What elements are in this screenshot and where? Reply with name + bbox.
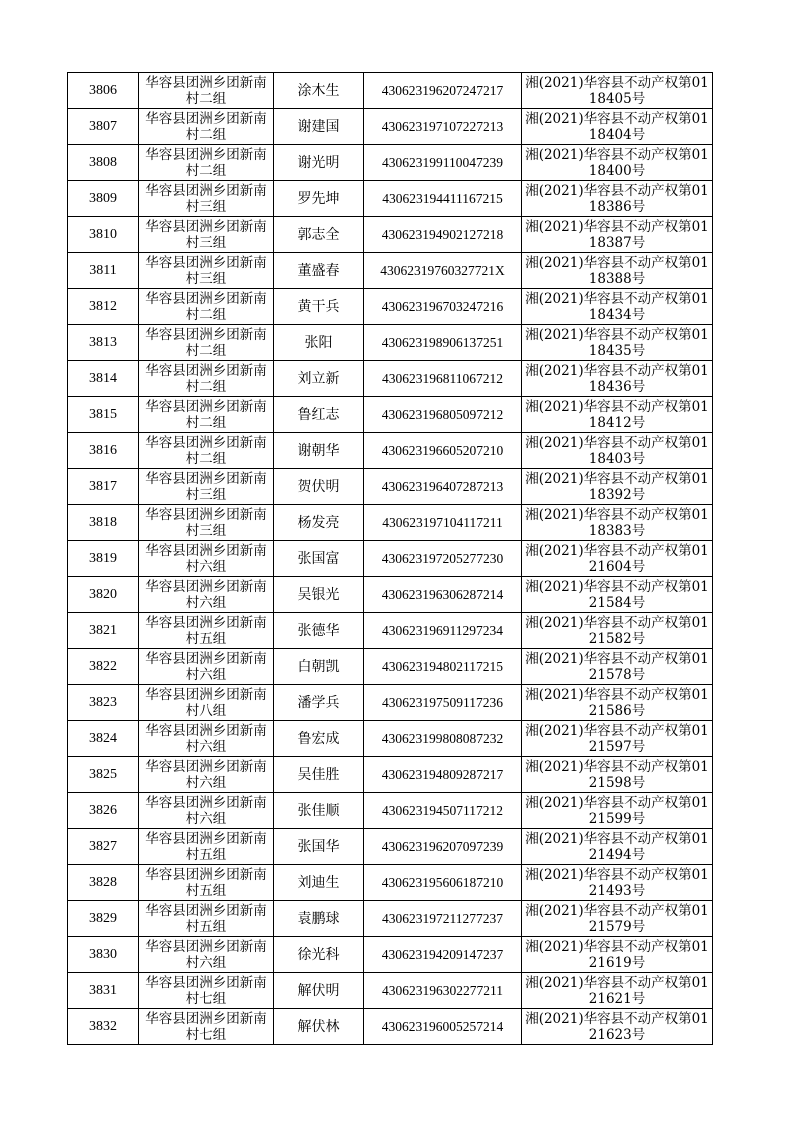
owner-name-cell: 张国华 xyxy=(274,829,364,865)
table-row xyxy=(68,361,713,397)
row-number-cell: 3813 xyxy=(68,325,139,361)
row-number-cell: 3810 xyxy=(68,217,139,253)
table-row xyxy=(68,109,713,145)
owner-name-cell: 董盛春 xyxy=(274,253,364,289)
id-number-cell: 430623197107227213 xyxy=(364,109,522,145)
certificate-number-cell: 湘(2021)华容县不动产权第0121598号 xyxy=(522,757,713,793)
row-number-cell: 3827 xyxy=(68,829,139,865)
owner-name-cell: 黄干兵 xyxy=(274,289,364,325)
table-row xyxy=(68,685,713,721)
table-row xyxy=(68,973,713,1009)
row-number-cell: 3822 xyxy=(68,649,139,685)
address-cell: 华容县团洲乡团新南村三组 xyxy=(139,505,274,541)
id-number-cell: 430623195606187210 xyxy=(364,865,522,901)
table-row xyxy=(68,937,713,973)
owner-name-cell: 罗先坤 xyxy=(274,181,364,217)
table-row xyxy=(68,181,713,217)
id-number-cell: 430623196005257214 xyxy=(364,1009,522,1045)
id-number-cell: 430623194802117215 xyxy=(364,649,522,685)
certificate-number-cell: 湘(2021)华容县不动产权第0118392号 xyxy=(522,469,713,505)
id-number-cell: 430623196605207210 xyxy=(364,433,522,469)
address-cell: 华容县团洲乡团新南村二组 xyxy=(139,73,274,109)
table-row xyxy=(68,865,713,901)
registry-table xyxy=(67,72,713,1045)
owner-name-cell: 张阳 xyxy=(274,325,364,361)
registry-table-body xyxy=(68,73,713,1045)
owner-name-cell: 吴银光 xyxy=(274,577,364,613)
owner-name-cell: 涂木生 xyxy=(274,73,364,109)
row-number-cell: 3811 xyxy=(68,253,139,289)
certificate-number-cell: 湘(2021)华容县不动产权第0118435号 xyxy=(522,325,713,361)
id-number-cell: 430623196805097212 xyxy=(364,397,522,433)
address-cell: 华容县团洲乡团新南村七组 xyxy=(139,1009,274,1045)
certificate-number-cell: 湘(2021)华容县不动产权第0121619号 xyxy=(522,937,713,973)
certificate-number-cell: 湘(2021)华容县不动产权第0121494号 xyxy=(522,829,713,865)
certificate-number-cell: 湘(2021)华容县不动产权第0118388号 xyxy=(522,253,713,289)
table-row xyxy=(68,73,713,109)
certificate-number-cell: 湘(2021)华容县不动产权第0121493号 xyxy=(522,865,713,901)
row-number-cell: 3812 xyxy=(68,289,139,325)
owner-name-cell: 张佳顺 xyxy=(274,793,364,829)
owner-name-cell: 谢光明 xyxy=(274,145,364,181)
row-number-cell: 3806 xyxy=(68,73,139,109)
owner-name-cell: 贺伏明 xyxy=(274,469,364,505)
id-number-cell: 430623197211277237 xyxy=(364,901,522,937)
address-cell: 华容县团洲乡团新南村二组 xyxy=(139,361,274,397)
id-number-cell: 430623197509117236 xyxy=(364,685,522,721)
table-row xyxy=(68,505,713,541)
table-row xyxy=(68,793,713,829)
table-row xyxy=(68,577,713,613)
id-number-cell: 430623199110047239 xyxy=(364,145,522,181)
certificate-number-cell: 湘(2021)华容县不动产权第0121599号 xyxy=(522,793,713,829)
certificate-number-cell: 湘(2021)华容县不动产权第0118405号 xyxy=(522,73,713,109)
id-number-cell: 430623194809287217 xyxy=(364,757,522,793)
table-row xyxy=(68,721,713,757)
certificate-number-cell: 湘(2021)华容县不动产权第0121604号 xyxy=(522,541,713,577)
id-number-cell: 430623197205277230 xyxy=(364,541,522,577)
address-cell: 华容县团洲乡团新南村六组 xyxy=(139,937,274,973)
address-cell: 华容县团洲乡团新南村七组 xyxy=(139,973,274,1009)
row-number-cell: 3831 xyxy=(68,973,139,1009)
address-cell: 华容县团洲乡团新南村二组 xyxy=(139,109,274,145)
id-number-cell: 430623194209147237 xyxy=(364,937,522,973)
table-row xyxy=(68,325,713,361)
row-number-cell: 3815 xyxy=(68,397,139,433)
owner-name-cell: 谢朝华 xyxy=(274,433,364,469)
row-number-cell: 3821 xyxy=(68,613,139,649)
id-number-cell: 430623199808087232 xyxy=(364,721,522,757)
row-number-cell: 3824 xyxy=(68,721,139,757)
owner-name-cell: 张德华 xyxy=(274,613,364,649)
certificate-number-cell: 湘(2021)华容县不动产权第0121597号 xyxy=(522,721,713,757)
id-number-cell: 430623194902127218 xyxy=(364,217,522,253)
owner-name-cell: 白朝凯 xyxy=(274,649,364,685)
certificate-number-cell: 湘(2021)华容县不动产权第0118386号 xyxy=(522,181,713,217)
owner-name-cell: 解伏明 xyxy=(274,973,364,1009)
table-row xyxy=(68,253,713,289)
certificate-number-cell: 湘(2021)华容县不动产权第0121621号 xyxy=(522,973,713,1009)
address-cell: 华容县团洲乡团新南村六组 xyxy=(139,577,274,613)
address-cell: 华容县团洲乡团新南村六组 xyxy=(139,757,274,793)
address-cell: 华容县团洲乡团新南村五组 xyxy=(139,901,274,937)
row-number-cell: 3814 xyxy=(68,361,139,397)
row-number-cell: 3829 xyxy=(68,901,139,937)
address-cell: 华容县团洲乡团新南村六组 xyxy=(139,721,274,757)
id-number-cell: 430623196811067212 xyxy=(364,361,522,397)
address-cell: 华容县团洲乡团新南村二组 xyxy=(139,289,274,325)
certificate-number-cell: 湘(2021)华容县不动产权第0118400号 xyxy=(522,145,713,181)
certificate-number-cell: 湘(2021)华容县不动产权第0121579号 xyxy=(522,901,713,937)
row-number-cell: 3832 xyxy=(68,1009,139,1045)
certificate-number-cell: 湘(2021)华容县不动产权第0121623号 xyxy=(522,1009,713,1045)
table-row xyxy=(68,145,713,181)
certificate-number-cell: 湘(2021)华容县不动产权第0118434号 xyxy=(522,289,713,325)
address-cell: 华容县团洲乡团新南村二组 xyxy=(139,397,274,433)
owner-name-cell: 郭志全 xyxy=(274,217,364,253)
certificate-number-cell: 湘(2021)华容县不动产权第0121584号 xyxy=(522,577,713,613)
owner-name-cell: 鲁红志 xyxy=(274,397,364,433)
address-cell: 华容县团洲乡团新南村六组 xyxy=(139,649,274,685)
table-row xyxy=(68,541,713,577)
address-cell: 华容县团洲乡团新南村三组 xyxy=(139,253,274,289)
address-cell: 华容县团洲乡团新南村二组 xyxy=(139,433,274,469)
owner-name-cell: 刘迪生 xyxy=(274,865,364,901)
table-row xyxy=(68,469,713,505)
id-number-cell: 430623197104117211 xyxy=(364,505,522,541)
table-row xyxy=(68,397,713,433)
id-number-cell: 430623194411167215 xyxy=(364,181,522,217)
id-number-cell: 430623194507117212 xyxy=(364,793,522,829)
address-cell: 华容县团洲乡团新南村六组 xyxy=(139,793,274,829)
certificate-number-cell: 湘(2021)华容县不动产权第0121586号 xyxy=(522,685,713,721)
certificate-number-cell: 湘(2021)华容县不动产权第0118387号 xyxy=(522,217,713,253)
owner-name-cell: 吴佳胜 xyxy=(274,757,364,793)
id-number-cell: 430623196407287213 xyxy=(364,469,522,505)
address-cell: 华容县团洲乡团新南村五组 xyxy=(139,613,274,649)
certificate-number-cell: 湘(2021)华容县不动产权第0121582号 xyxy=(522,613,713,649)
owner-name-cell: 张国富 xyxy=(274,541,364,577)
address-cell: 华容县团洲乡团新南村五组 xyxy=(139,829,274,865)
row-number-cell: 3820 xyxy=(68,577,139,613)
certificate-number-cell: 湘(2021)华容县不动产权第0118383号 xyxy=(522,505,713,541)
id-number-cell: 430623196306287214 xyxy=(364,577,522,613)
row-number-cell: 3828 xyxy=(68,865,139,901)
owner-name-cell: 鲁宏成 xyxy=(274,721,364,757)
address-cell: 华容县团洲乡团新南村五组 xyxy=(139,865,274,901)
owner-name-cell: 徐光科 xyxy=(274,937,364,973)
id-number-cell: 430623196207247217 xyxy=(364,73,522,109)
owner-name-cell: 解伏林 xyxy=(274,1009,364,1045)
table-row xyxy=(68,649,713,685)
id-number-cell: 430623196302277211 xyxy=(364,973,522,1009)
address-cell: 华容县团洲乡团新南村八组 xyxy=(139,685,274,721)
table-row xyxy=(68,217,713,253)
owner-name-cell: 杨发亮 xyxy=(274,505,364,541)
address-cell: 华容县团洲乡团新南村三组 xyxy=(139,217,274,253)
certificate-number-cell: 湘(2021)华容县不动产权第0121578号 xyxy=(522,649,713,685)
table-row xyxy=(68,433,713,469)
row-number-cell: 3825 xyxy=(68,757,139,793)
row-number-cell: 3823 xyxy=(68,685,139,721)
certificate-number-cell: 湘(2021)华容县不动产权第0118403号 xyxy=(522,433,713,469)
row-number-cell: 3816 xyxy=(68,433,139,469)
owner-name-cell: 刘立新 xyxy=(274,361,364,397)
address-cell: 华容县团洲乡团新南村六组 xyxy=(139,541,274,577)
table-row xyxy=(68,829,713,865)
row-number-cell: 3818 xyxy=(68,505,139,541)
owner-name-cell: 袁鹏球 xyxy=(274,901,364,937)
address-cell: 华容县团洲乡团新南村二组 xyxy=(139,325,274,361)
address-cell: 华容县团洲乡团新南村二组 xyxy=(139,145,274,181)
table-row xyxy=(68,613,713,649)
row-number-cell: 3819 xyxy=(68,541,139,577)
id-number-cell: 430623196703247216 xyxy=(364,289,522,325)
row-number-cell: 3826 xyxy=(68,793,139,829)
id-number-cell: 430623198906137251 xyxy=(364,325,522,361)
id-number-cell: 430623196207097239 xyxy=(364,829,522,865)
id-number-cell: 43062319760327721X xyxy=(364,253,522,289)
table-row xyxy=(68,901,713,937)
row-number-cell: 3830 xyxy=(68,937,139,973)
id-number-cell: 430623196911297234 xyxy=(364,613,522,649)
certificate-number-cell: 湘(2021)华容县不动产权第0118404号 xyxy=(522,109,713,145)
owner-name-cell: 潘学兵 xyxy=(274,685,364,721)
table-row xyxy=(68,757,713,793)
table-row xyxy=(68,289,713,325)
table-row xyxy=(68,1009,713,1045)
row-number-cell: 3808 xyxy=(68,145,139,181)
owner-name-cell: 谢建国 xyxy=(274,109,364,145)
certificate-number-cell: 湘(2021)华容县不动产权第0118436号 xyxy=(522,361,713,397)
certificate-number-cell: 湘(2021)华容县不动产权第0118412号 xyxy=(522,397,713,433)
address-cell: 华容县团洲乡团新南村三组 xyxy=(139,469,274,505)
address-cell: 华容县团洲乡团新南村三组 xyxy=(139,181,274,217)
row-number-cell: 3809 xyxy=(68,181,139,217)
row-number-cell: 3817 xyxy=(68,469,139,505)
row-number-cell: 3807 xyxy=(68,109,139,145)
